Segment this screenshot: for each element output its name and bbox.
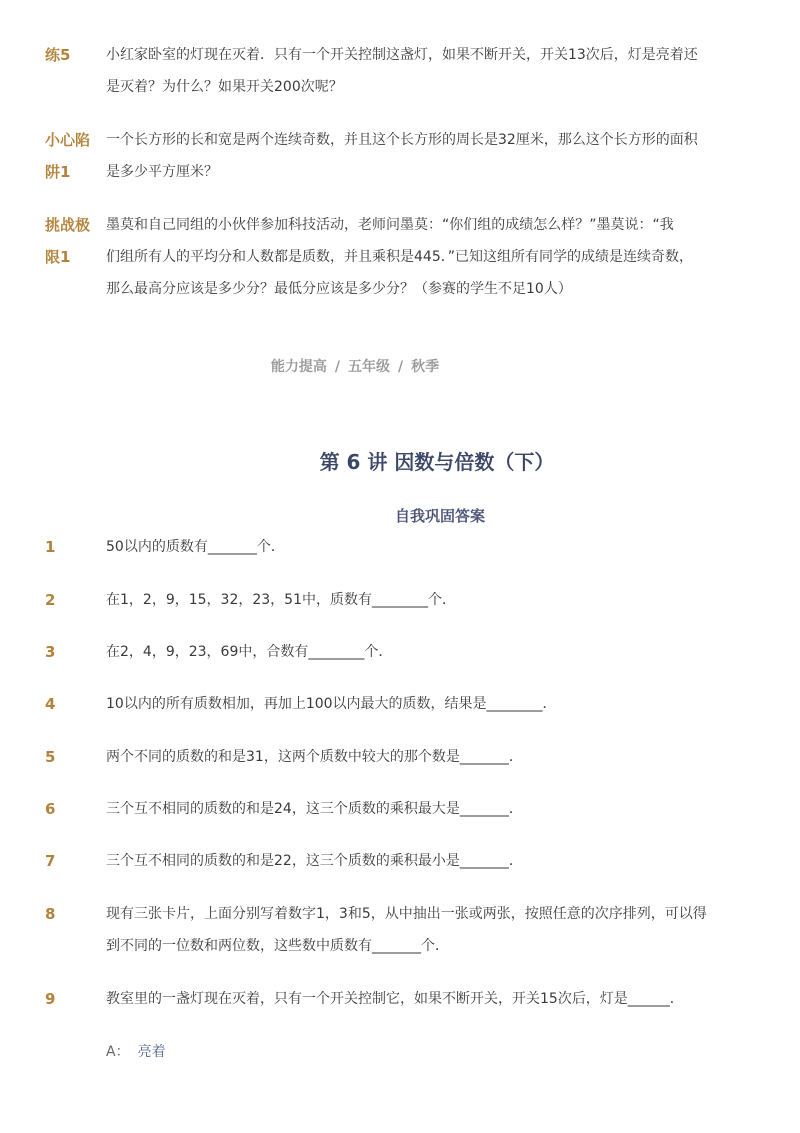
- practice-text: [106, 209, 693, 305]
- text-line: 10以内的所有质数相加，再加上100以内最大的质数，结果是________．: [106, 696, 557, 712]
- breadcrumb-grade: 五年级: [348, 359, 390, 375]
- section-subtitle: 自我巩固答案: [394, 507, 485, 525]
- question-text: [106, 688, 557, 720]
- text-line: 两个不同的质数的和是31，这两个质数中较大的那个数是_______．: [106, 749, 523, 765]
- question-text: [106, 845, 523, 877]
- question-number: 5: [45, 748, 56, 766]
- answer-label: A：: [106, 1044, 130, 1060]
- question-text: [106, 531, 285, 563]
- practice-text: [106, 39, 698, 103]
- question-number: 1: [45, 538, 56, 556]
- text-line: 现有三张卡片，上面分别写着数字1，3和5，从中抽出一张或两张，按照任意的次序排列，可以得: [106, 906, 707, 922]
- question-text: [106, 584, 456, 616]
- text-line: 是多少平方厘米？: [106, 164, 218, 180]
- question-text: [106, 636, 392, 668]
- text-line: 墨莫和自己同组的小伙伴参加科技活动，老师问墨莫：“你们组的成绩怎么样？”墨莫说：“我: [106, 217, 674, 233]
- practice-label: 小心陷阱1: [45, 131, 91, 181]
- question-number: 8: [45, 905, 56, 923]
- question-text: [106, 983, 684, 1015]
- text-line: 三个互不相同的质数的和是24，这三个质数的乘积最大是_______．: [106, 801, 523, 817]
- breadcrumb-term: 秋季: [411, 359, 440, 375]
- text-line: 50以内的质数有_______个．: [106, 539, 285, 555]
- question-number: 7: [45, 852, 56, 870]
- answer-value: 亮着: [137, 1044, 166, 1060]
- text-line: 教室里的一盏灯现在灭着，只有一个开关控制它，如果不断开关，开关15次后，灯是______．: [106, 991, 684, 1007]
- text-line: 到不同的一位数和两位数，这些数中质数有_______个．: [106, 938, 449, 954]
- practice-label: 练5: [45, 46, 71, 64]
- breadcrumb-separator: /: [398, 359, 404, 375]
- lecture-title: 第 6 讲 因数与倍数（下）: [319, 450, 555, 474]
- practice-text: [106, 124, 698, 188]
- text-line: 是灭着？为什么？如果开关200次呢？: [106, 79, 343, 95]
- question-text: [106, 793, 523, 825]
- question-text: [106, 741, 523, 773]
- text-line: 们组所有人的平均分和人数都是质数，并且乘积是445．”已知这组所有同学的成绩是连续奇数，: [106, 249, 693, 265]
- question-number: 3: [45, 643, 56, 661]
- text-line: 三个互不相同的质数的和是22，这三个质数的乘积最小是_______．: [106, 853, 523, 869]
- question-number: 4: [45, 695, 56, 713]
- practice-label: 挑战极限1: [45, 216, 91, 266]
- breadcrumb-course: 能力提高: [270, 359, 327, 375]
- question-number: 9: [45, 990, 56, 1008]
- question-number: 6: [45, 800, 56, 818]
- text-line: 在1，2，9，15，32，23，51中，质数有________个．: [106, 592, 456, 608]
- question-number: 2: [45, 591, 56, 609]
- breadcrumb: [200, 351, 510, 383]
- text-line: 在2，4，9，23，69中，合数有________个．: [106, 644, 393, 660]
- question-text: [106, 898, 707, 962]
- breadcrumb-separator: /: [334, 359, 340, 375]
- text-line: 那么最高分应该是多少分？最低分应该是多少分？（参赛的学生不足10人）: [106, 281, 572, 297]
- text-line: 小红家卧室的灯现在灭着．只有一个开关控制这盏灯，如果不断开关，开关13次后，灯是亮着还: [106, 47, 698, 63]
- answer: [106, 1036, 166, 1068]
- text-line: 一个长方形的长和宽是两个连续奇数，并且这个长方形的周长是32厘米，那么这个长方形的面积: [106, 132, 698, 148]
